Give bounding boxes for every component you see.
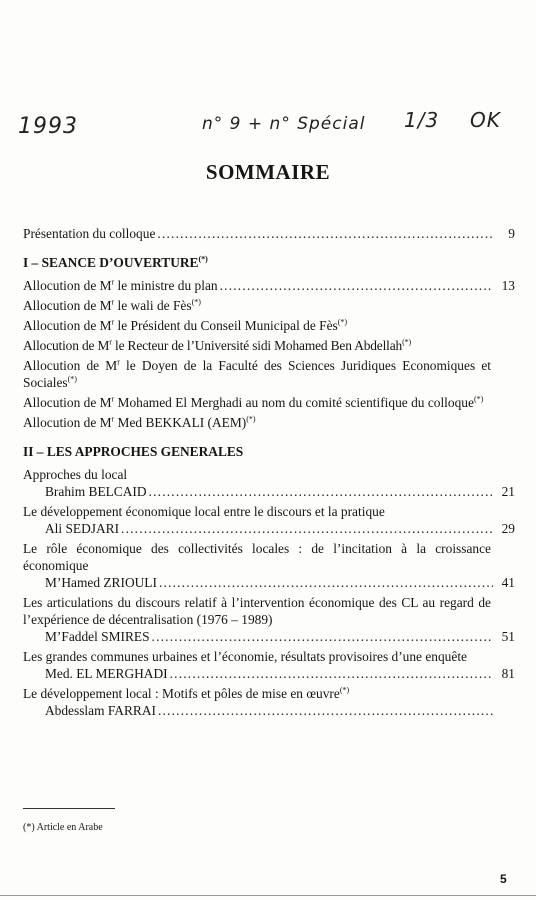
article-author: Brahim BELCAID <box>45 484 147 499</box>
toc-entry: Allocution de $M^r$ Med BEKKALI (AEM)(*) <box>23 414 256 430</box>
toc-page-number: 81 <box>501 666 515 681</box>
article-title: Le rôle économique des collectivités locales : de l’incitation à la croissance économique <box>23 541 491 573</box>
footnote-rule <box>23 808 115 809</box>
toc-page-number: 51 <box>501 629 515 644</box>
footnote: (*) Article en Arabe <box>23 822 103 833</box>
dot-leader <box>159 574 493 591</box>
page-bottom-edge <box>0 895 536 896</box>
article-title: Approches du local <box>23 467 128 482</box>
toc-entry: Allocution de $M^r$ le ministre du plan ..... 13 <box>23 277 515 294</box>
article-title: Le développement local : Motifs et pôles de mise en œuvre(*) <box>23 685 350 701</box>
toc-entry: Allocution de $M^r$ le Doyen de la Faculté des Sciences Juridiques Economiques et Sociales(*) <box>23 357 491 390</box>
toc-article <box>23 503 515 537</box>
dot-leader <box>152 628 493 645</box>
page-title: SOMMAIRE <box>205 160 331 184</box>
handwritten-fraction: 1/3 <box>404 108 440 132</box>
article-author: M’Hamed ZRIOULI <box>45 575 157 590</box>
handwritten-year: 1993 <box>18 114 78 139</box>
handwritten-issue: n° 9 + n° Spécial <box>202 114 366 134</box>
dot-leader <box>170 665 493 682</box>
article-author: M’Faddel SMIRES <box>45 629 150 644</box>
toc-article <box>23 466 515 500</box>
section-heading-2: II – LES APPROCHES GENERALES <box>23 444 244 459</box>
page-number: 5 <box>500 872 507 886</box>
article-title: Les articulations du discours relatif à l’intervention économique des CL au regard de l’expérience de décentralisation (1976 – 1989) <box>23 595 491 627</box>
toc-article <box>23 540 515 591</box>
article-author: Med. EL MERGHADI <box>45 666 168 681</box>
table-of-contents <box>23 225 515 722</box>
dot-leader <box>149 483 493 500</box>
toc-article <box>23 685 515 719</box>
dot-leader <box>121 520 493 537</box>
article-author: Ali SEDJARI <box>45 521 120 536</box>
toc-entry-intro <box>23 225 515 242</box>
article-title: Le développement économique local entre le discours et la pratique <box>23 504 385 519</box>
dot-leader <box>220 277 493 294</box>
section-heading-1: I – SEANCE D’OUVERTURE(*) <box>23 254 208 270</box>
toc-entry-text: Présentation du colloque <box>23 226 156 241</box>
handwritten-ok: OK <box>470 108 501 132</box>
toc-page-number: 13 <box>501 278 515 293</box>
toc-entry: Allocution de $M^r$ Mohamed El Merghadi au nom du comité scientifique du colloque(*) <box>23 394 484 410</box>
toc-entry: Allocution de $M^r$ le wali de Fès(*) <box>23 297 201 313</box>
article-title: Les grandes communes urbaines et l’économie, résultats provisoires d’une enquête <box>23 649 467 664</box>
toc-page-number: 29 <box>501 521 515 536</box>
toc-page-number: 9 <box>508 226 515 241</box>
toc-page-number: 41 <box>501 575 515 590</box>
dot-leader <box>158 702 493 719</box>
dot-leader <box>157 225 493 242</box>
toc-page-number: 21 <box>501 484 515 499</box>
toc-article <box>23 648 515 682</box>
toc-entry: Allocution de $M^r$ le Recteur de l’Université sidi Mohamed Ben Abdellah(*) <box>23 337 411 353</box>
article-author: Abdesslam FARRAI <box>45 703 156 718</box>
toc-article <box>23 594 515 645</box>
toc-entry: Allocution de $M^r$ le Président du Conseil Municipal de Fès(*) <box>23 317 348 333</box>
